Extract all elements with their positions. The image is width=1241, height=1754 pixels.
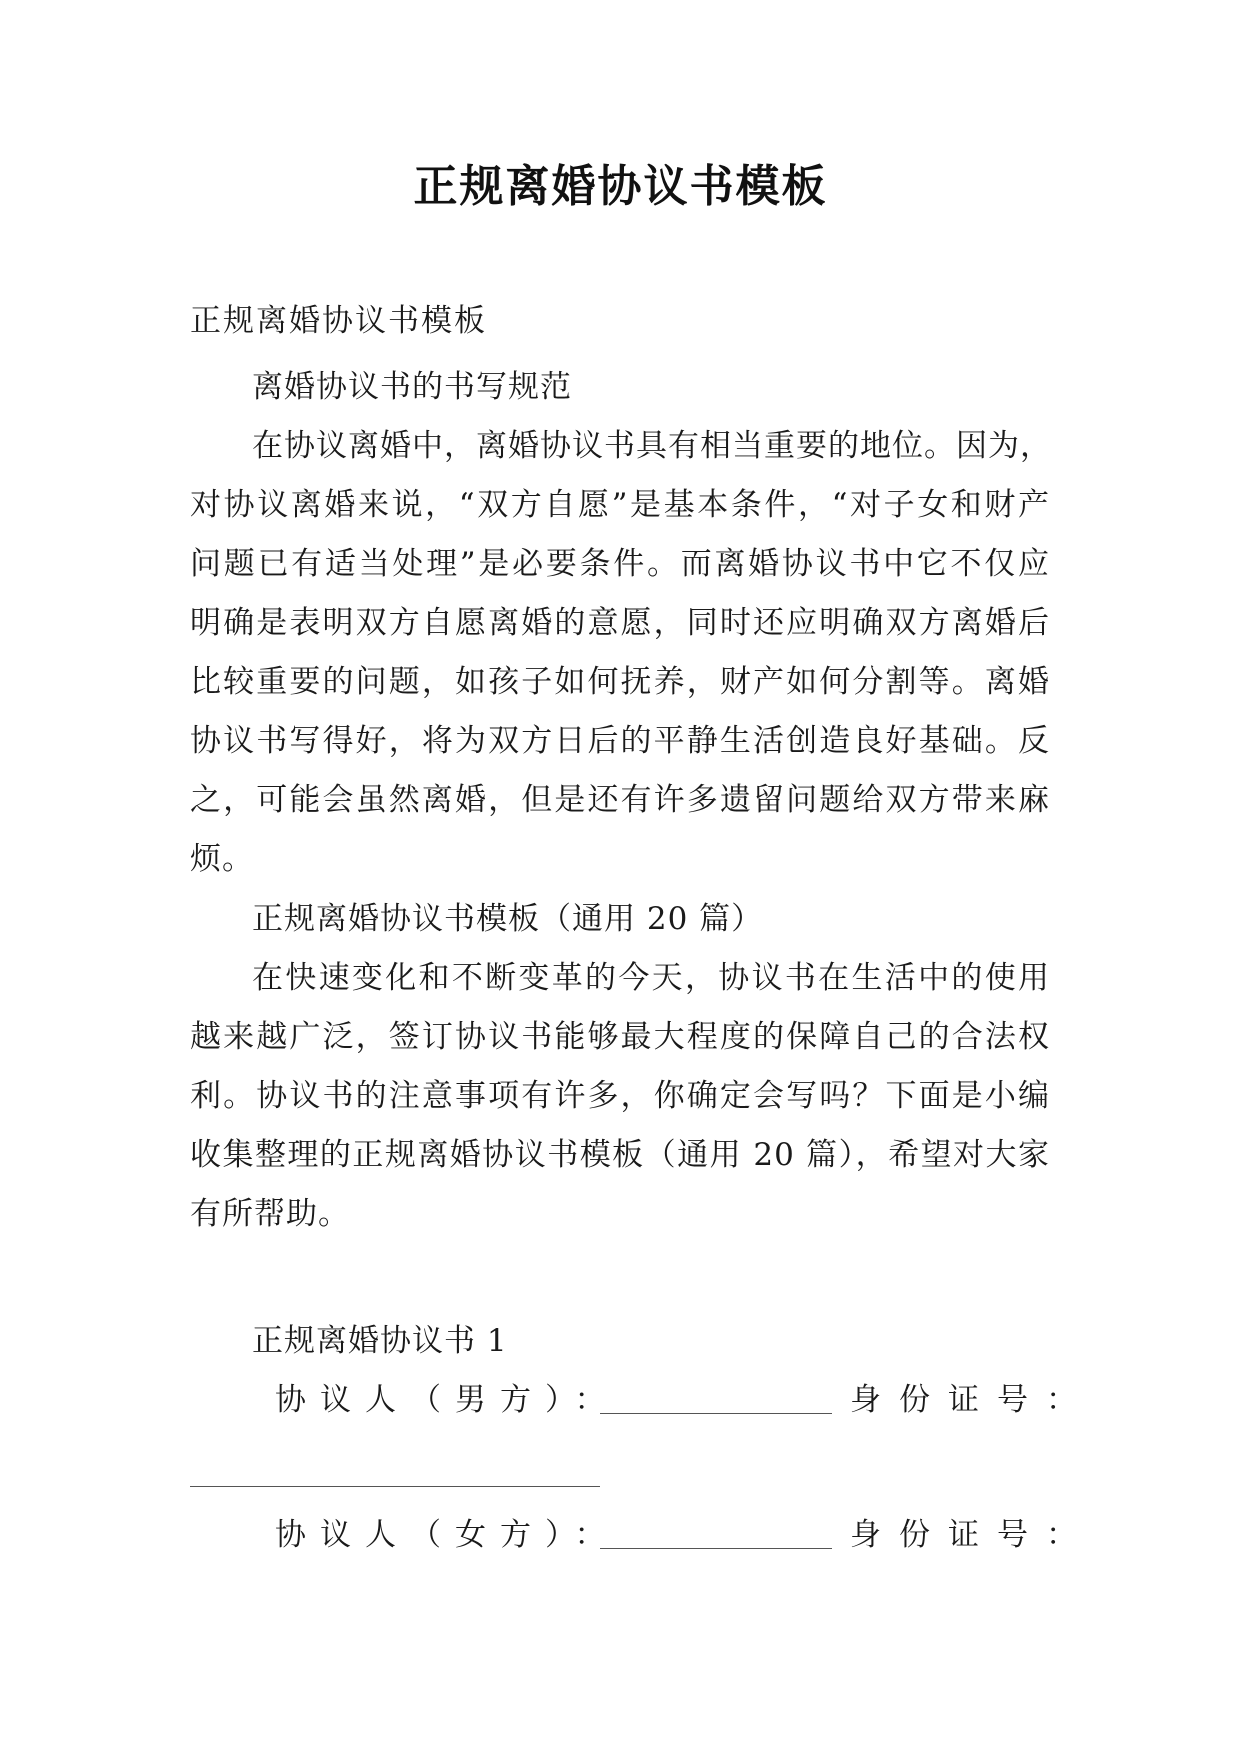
agreement-heading: 正规离婚协议书 1 <box>252 1323 508 1359</box>
paragraph-line: 明确是表明双方自愿离婚的意愿，同时还应明确双方离婚后 <box>190 605 1050 641</box>
document-title: 正规离婚协议书模板 <box>413 161 828 212</box>
section-template-intro <box>190 890 1050 1244</box>
paragraph-line: 越来越广泛，签订协议书能够最大程度的保障自己的合法权 <box>190 1019 1050 1055</box>
male-id-blank[interactable] <box>190 1486 600 1487</box>
male-party-label: 协议人（男方）： <box>275 1382 620 1418</box>
paragraph-line: 收集整理的正规离婚协议书模板（通用 20 篇），希望对大家 <box>190 1137 1050 1173</box>
paragraph-line: 在协议离婚中，离婚协议书具有相当重要的地位。因为， <box>252 428 1052 464</box>
male-name-blank[interactable] <box>600 1413 832 1414</box>
paragraph-line: 烦。 <box>190 841 254 877</box>
agreement-block <box>190 1312 1050 1371</box>
paragraph-line: 在快速变化和不断变革的今天，协议书在生活中的使用 <box>252 960 1050 996</box>
female-name-blank[interactable] <box>600 1548 832 1549</box>
male-id-label: 身份证号： <box>850 1382 1095 1418</box>
section-heading: 离婚协议书的书写规范 <box>252 369 572 405</box>
paragraph-line: 协议书写得好，将为双方日后的平静生活创造良好基础。反 <box>190 723 1050 759</box>
paragraph-line: 利。协议书的注意事项有许多，你确定会写吗？下面是小编 <box>190 1078 1050 1114</box>
female-party-row <box>190 1506 1095 1565</box>
section-heading: 正规离婚协议书模板（通用 20 篇） <box>252 901 764 937</box>
section-writing-norms <box>190 358 1050 889</box>
paragraph-line: 有所帮助。 <box>190 1196 350 1232</box>
paragraph-line: 之，可能会虽然离婚，但是还有许多遗留问题给双方带来麻 <box>190 782 1050 818</box>
male-party-row <box>190 1371 1095 1430</box>
paragraph-line: 对协议离婚来说，“双方自愿”是基本条件，“对子女和财产 <box>190 487 1050 523</box>
female-party-label: 协议人（女方）： <box>275 1517 620 1553</box>
document-subtitle: 正规离婚协议书模板 <box>190 303 487 339</box>
paragraph-line: 问题已有适当处理”是必要条件。而离婚协议书中它不仅应 <box>190 546 1050 582</box>
female-id-label: 身份证号： <box>850 1517 1095 1553</box>
paragraph-line: 比较重要的问题，如孩子如何抚养，财产如何分割等。离婚 <box>190 664 1050 700</box>
